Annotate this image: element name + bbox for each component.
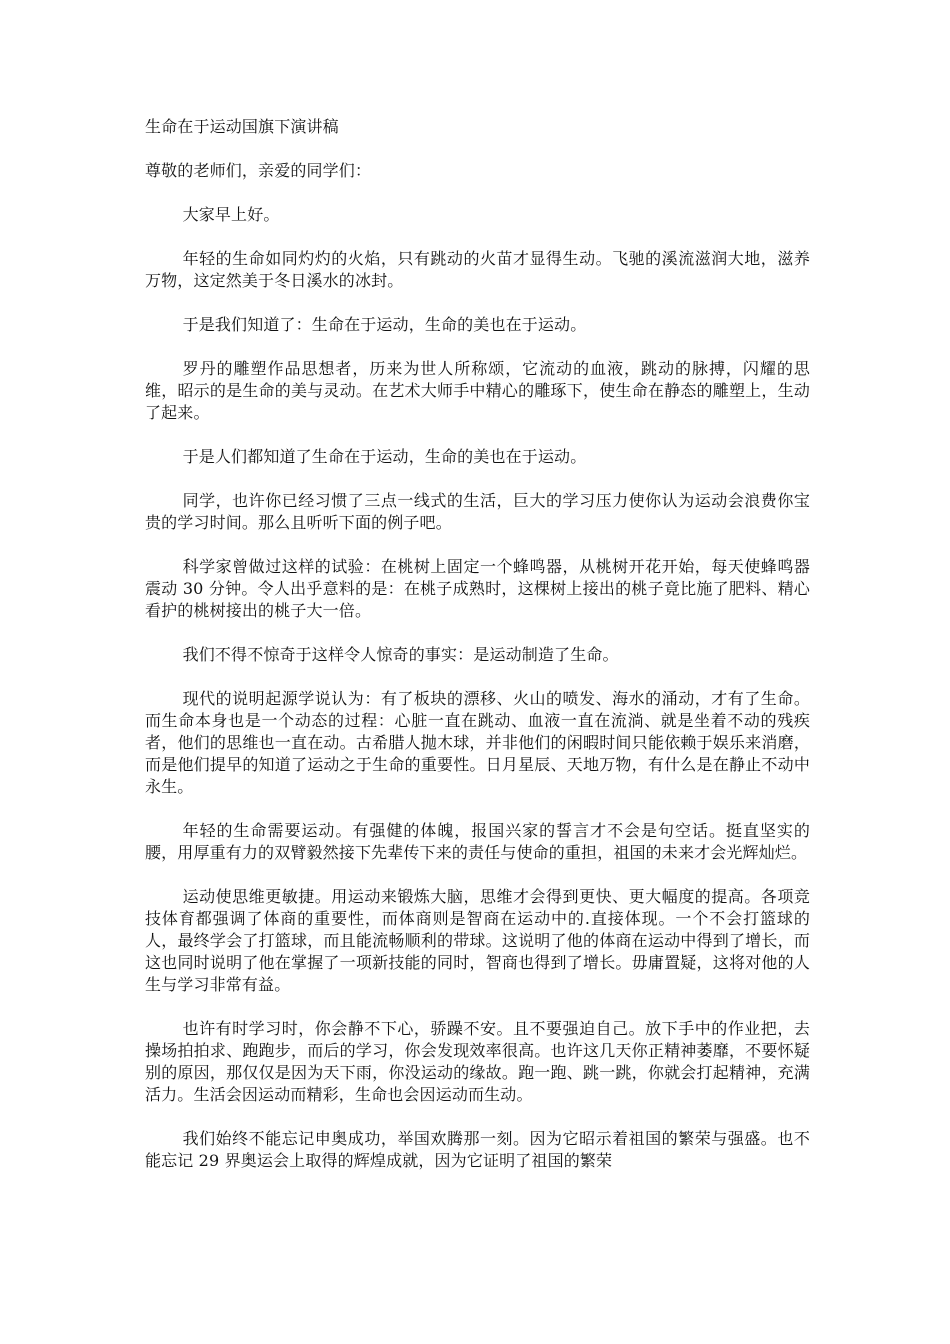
paragraph: 于是我们知道了：生命在于运动，生命的美也在于运动。 <box>182 315 587 334</box>
paragraph: 运动使思维更敏捷。用运动来锻炼大脑，思维才会得到更快、更大幅度的提高。各项竞技体育都强调了体商的重要性，而体商则是智商在运动中的.直接体现。一个不会打篮球的人，最终学会了打篮球，而且能流畅顺利的带球。这说明了他的体商在运动中得到了增长，而这也同时说明了他在掌握了一项新技能的同时，智商也得到了增长。毋庸置疑，这将对他的人生与学习非常有益。 <box>145 887 810 994</box>
paragraph: 也许有时学习时，你会静不下心，骄躁不安。且不要强迫自己。放下手中的作业把，去操场拍拍求、跑跑步，而后的学习，你会发现效率很高。也许这几天你正精神萎靡，不要怀疑别的原因，那仅仅是因为天下雨，你没运动的缘故。跑一跑、跳一跳，你就会打起精神，充满活力。生活会因运动而精彩，生命也会因运动而生动。 <box>145 1019 810 1104</box>
paragraph: 罗丹的雕塑作品思想者，历来为世人所称颂，它流动的血液，跳动的脉搏，闪耀的思维，昭示的是生命的美与灵动。在艺术大师手中精心的雕琢下，使生命在静态的雕塑上，生动了起来。 <box>145 359 810 422</box>
paragraph: 年轻的生命需要运动。有强健的体魄，报国兴家的誓言才不会是句空话。挺直坚实的腰，用厚重有力的双臂毅然接下先辈传下来的责任与使命的重担，祖国的未来才会光辉灿烂。 <box>145 821 810 862</box>
paragraph: 同学，也许你已经习惯了三点一线式的生活，巨大的学习压力使你认为运动会浪费你宝贵的学习时间。那么且听听下面的例子吧。 <box>145 491 810 532</box>
paragraph: 科学家曾做过这样的试验：在桃树上固定一个蜂鸣器，从桃树开花开始，每天使蜂鸣器震动 30 分钟。令人出乎意料的是：在桃子成熟时，这棵树上接出的桃子竟比施了肥料、精心看护的桃树接出的桃子大一倍。 <box>145 557 810 620</box>
paragraph: 大家早上好。 <box>182 205 280 224</box>
document-body <box>145 116 810 1194</box>
paragraph: 我们始终不能忘记申奥成功，举国欢腾那一刻。因为它昭示着祖国的繁荣与强盛。也不能忘记 29 界奥运会上取得的辉煌成就，因为它证明了祖国的繁荣 <box>145 1129 810 1170</box>
paragraph: 年轻的生命如同灼灼的火焰，只有跳动的火苗才显得生动。飞驰的溪流滋润大地，滋养万物，这定然美于冬日溪水的冰封。 <box>145 249 810 290</box>
paragraph: 我们不得不惊奇于这样令人惊奇的事实：是运动制造了生命。 <box>182 645 619 664</box>
paragraph: 现代的说明起源学说认为：有了板块的漂移、火山的喷发、海水的涌动，才有了生命。而生命本身也是一个动态的过程：心脏一直在跳动、血液一直在流淌、就是坐着不动的残疾者，他们的思维也一直在动。古希腊人抛木球，并非他们的闲暇时间只能依赖于娱乐来消磨，而是他们提早的知道了运动之于生命的重要性。日月星辰、天地万物，有什么是在静止不动中永生。 <box>145 689 810 796</box>
salutation: 尊敬的老师们，亲爱的同学们： <box>145 161 372 180</box>
paragraph: 于是人们都知道了生命在于运动，生命的美也在于运动。 <box>182 447 587 466</box>
document-title: 生命在于运动国旗下演讲稿 <box>145 117 339 136</box>
